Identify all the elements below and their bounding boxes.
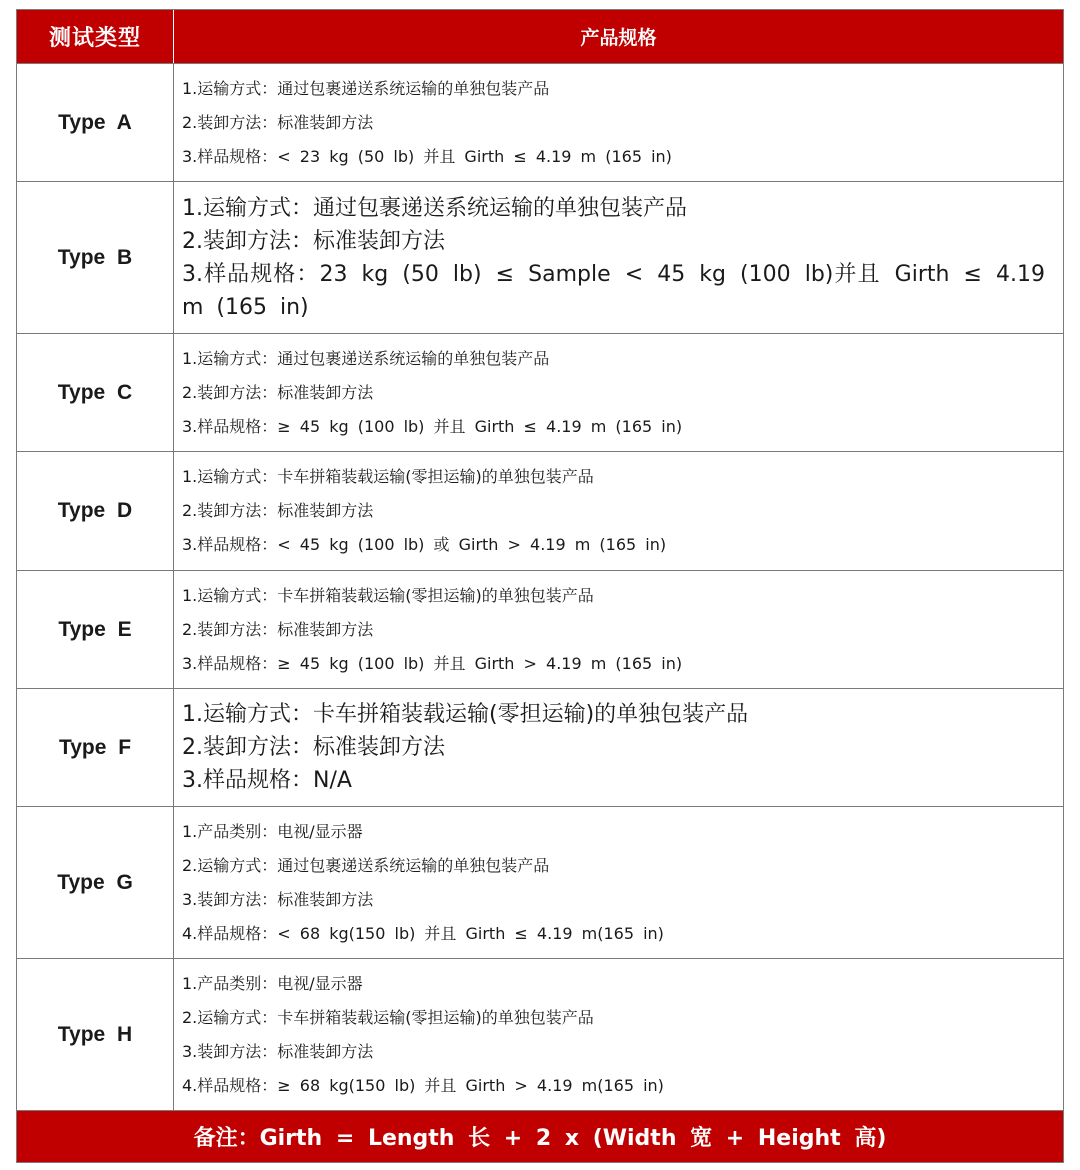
- spec-line: 1.产品类别：电视/显示器: [182, 973, 363, 993]
- spec-line: 2.运输方式：通过包裹递送系统运输的单独包装产品: [182, 855, 550, 875]
- spec-line: 3.样品规格：23 kg (50 lb) ≤ Sample < 45 kg (100 lb)并且 Girth ≤ 4.19 m (165 in): [182, 261, 1045, 320]
- table-row-type-b: [17, 182, 1063, 334]
- table-row-type-a: [17, 64, 1063, 182]
- table-row-type-g: [17, 807, 1063, 959]
- table-header: [17, 10, 1063, 64]
- spec-line: 3.样品规格：≥ 45 kg (100 lb) 并且 Girth ≤ 4.19 m (165 in): [182, 416, 683, 436]
- spec-line: 1.运输方式：通过包裹递送系统运输的单独包装产品: [182, 78, 550, 98]
- table-row-type-c: [17, 334, 1063, 452]
- spec-cell: [174, 334, 1063, 451]
- spec-line: 3.样品规格：< 23 kg (50 lb) 并且 Girth ≤ 4.19 m (165 in): [182, 146, 672, 166]
- spec-cell: [174, 452, 1063, 570]
- spec-cell: [174, 571, 1063, 688]
- spec-cell: [174, 807, 1063, 958]
- spec-line: 1.产品类别：电视/显示器: [182, 821, 363, 841]
- table-row-type-f: [17, 689, 1063, 807]
- spec-line: 2.装卸方法：标准装卸方法: [182, 228, 445, 254]
- spec-line: 1.运输方式：卡车拼箱装载运输(零担运输)的单独包装产品: [182, 702, 749, 727]
- spec-line: 4.样品规格：< 68 kg(150 lb) 并且 Girth ≤ 4.19 m(165 in): [182, 923, 664, 943]
- spec-cell: [174, 182, 1063, 333]
- type-label: Type C: [17, 334, 174, 451]
- spec-cell: [174, 64, 1063, 181]
- type-label: Type B: [17, 182, 174, 333]
- spec-line: 1.运输方式：卡车拼箱装载运输(零担运输)的单独包装产品: [182, 585, 594, 605]
- spec-table: [16, 9, 1064, 1163]
- spec-line: 1.运输方式：卡车拼箱装载运输(零担运输)的单独包装产品: [182, 467, 594, 486]
- footer-note: 备注：Girth = Length 长 + 2 x (Width 宽 + Height 高): [17, 1111, 1063, 1162]
- header-product-spec: 产品规格: [580, 27, 657, 49]
- spec-line: 3.装卸方法：标准装卸方法: [182, 889, 374, 909]
- spec-cell: [174, 959, 1063, 1110]
- spec-line: 3.样品规格：< 45 kg (100 lb) 或 Girth > 4.19 m (165 in): [182, 535, 667, 554]
- spec-line: 2.装卸方法：标准装卸方法: [182, 112, 374, 132]
- type-label: Type F: [17, 689, 174, 806]
- spec-line: 1.运输方式：通过包裹递送系统运输的单独包装产品: [182, 348, 550, 368]
- spec-line: 1.运输方式：通过包裹递送系统运输的单独包装产品: [182, 195, 687, 221]
- table-row-type-d: [17, 452, 1063, 571]
- header-test-type: 测试类型: [17, 10, 174, 63]
- spec-line: 2.装卸方法：标准装卸方法: [182, 382, 374, 402]
- spec-line: 2.装卸方法：标准装卸方法: [182, 619, 374, 639]
- spec-line: 2.装卸方法：标准装卸方法: [182, 735, 445, 760]
- type-label: Type G: [17, 807, 174, 958]
- spec-line: 2.装卸方法：标准装卸方法: [182, 501, 374, 520]
- type-label: Type A: [17, 64, 174, 181]
- table-row-type-e: [17, 571, 1063, 689]
- type-label: Type E: [17, 571, 174, 688]
- spec-line: 3.样品规格：≥ 45 kg (100 lb) 并且 Girth > 4.19 m (165 in): [182, 653, 683, 673]
- type-label: Type H: [17, 959, 174, 1110]
- spec-line: 4.样品规格：≥ 68 kg(150 lb) 并且 Girth > 4.19 m(165 in): [182, 1075, 664, 1095]
- spec-cell: [174, 689, 1063, 806]
- spec-line: 3.样品规格：N/A: [182, 768, 352, 793]
- table-row-type-h: [17, 959, 1063, 1111]
- type-label: Type D: [17, 452, 174, 570]
- spec-line: 2.运输方式：卡车拼箱装载运输(零担运输)的单独包装产品: [182, 1007, 594, 1027]
- spec-line: 3.装卸方法：标准装卸方法: [182, 1041, 374, 1061]
